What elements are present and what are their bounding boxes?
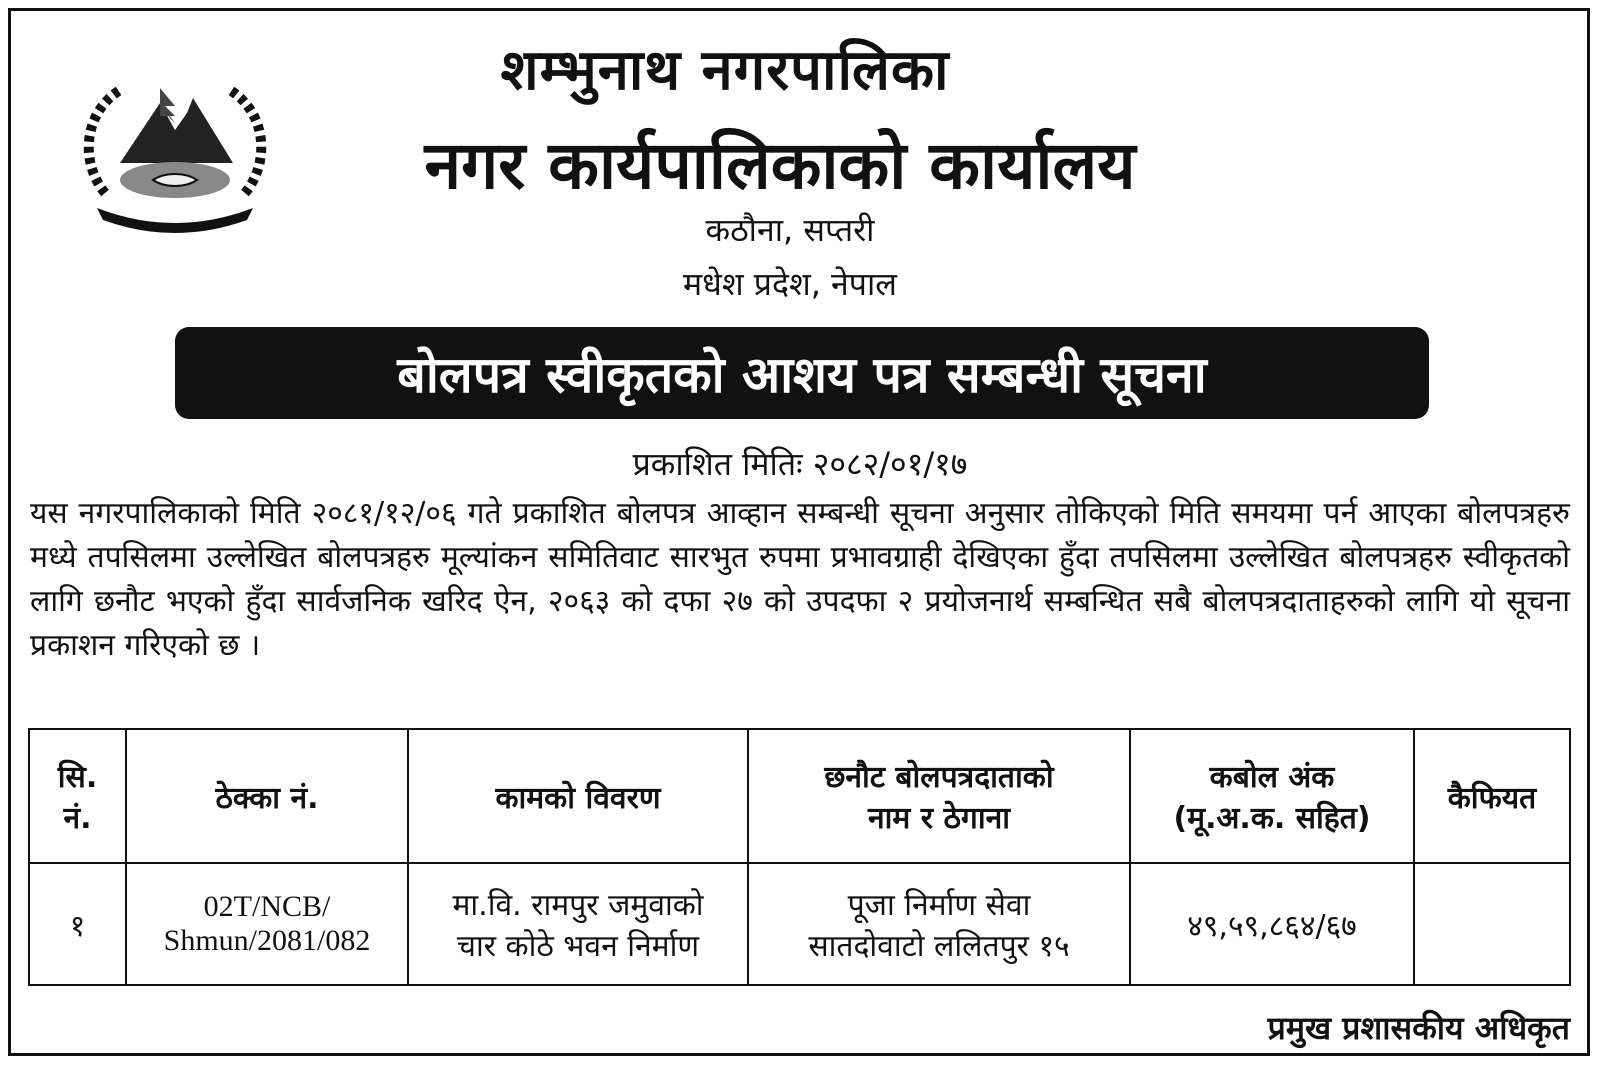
work-desc-line-2: चार कोठे भवन निर्माण — [456, 929, 700, 964]
header-amount-line-2: (मू.अ.क. सहित) — [1173, 801, 1371, 836]
header-bidder-line-2: नाम र ठेगाना — [867, 801, 1011, 836]
cell-contract-no — [126, 863, 408, 985]
signature-title: प्रमुख प्रशासकीय अधिकृत — [1267, 1009, 1570, 1047]
notice-title-banner — [175, 327, 1429, 419]
header-amount — [1130, 729, 1414, 863]
address-line-2: मधेश प्रदेश, नेपाल — [683, 265, 897, 303]
header-bidder — [748, 729, 1130, 863]
cell-sn: १ — [29, 863, 126, 985]
cell-bidder — [748, 863, 1130, 985]
header-sn — [29, 729, 126, 863]
header-amount-line-1: कबोल अंक — [1209, 760, 1335, 795]
office-name: नगर कार्यपालिकाको कार्यालय — [424, 127, 1136, 204]
header-bidder-line-1: छनौट बोलपत्रदाताको — [824, 760, 1054, 795]
org-name: शम्भुनाथ नगरपालिका — [500, 38, 950, 103]
notice-body: यस नगरपालिकाको मिति २०८१/१२/०६ गते प्रकाशित बोलपत्र आव्हान सम्बन्धी सूचना अनुसार तोकिएको मिति समयमा पर्न आएका बोलपत्रहरु मध्ये तपसिलमा उल्लेखित बोलपत्रहरु मूल्यांकन समितिवाट सारभुत रुपमा प्रभावग्राही देखिएका हुँदा तपसिलमा उल्लेखित बोलपत्रहरु स्वीकृतको लागि छनौट भएको हुँदा सार्वजनिक खरिद ऐन, २०६३ को दफा २७ को उपदफा २ प्रयोजनार्थ सम्बन्धित सबै बोलपत्रदाताहरुको लागि यो सूचना प्रकाशन गरिएको छ । — [30, 496, 1570, 663]
header-sn-line-1: सि. — [57, 760, 98, 795]
address-line-1: कठौना, सप्तरी — [705, 211, 875, 249]
bidder-line-1: पूजा निर्माण सेवा — [847, 888, 1031, 923]
contract-no-line-1: 02T/NCB/ — [203, 890, 331, 923]
cell-work-desc — [408, 863, 748, 985]
header-remarks: कैफियत — [1414, 729, 1570, 863]
bidder-line-2: सातदोवाटो ललितपुर १५ — [808, 929, 1070, 964]
published-date: प्रकाशित मितिः २०८२/०१/१७ — [632, 445, 968, 483]
header-contract-no: ठेक्का नं. — [126, 729, 408, 863]
contract-no-line-2: Shmun/2081/082 — [163, 924, 371, 957]
table-row — [29, 863, 1570, 985]
bid-table — [28, 728, 1571, 986]
cell-amount: ४९,५९,८६४/६७ — [1130, 863, 1414, 985]
table-header-row — [29, 729, 1570, 863]
header-work-desc: कामको विवरण — [408, 729, 748, 863]
nepal-emblem-icon — [75, 68, 275, 233]
cell-remarks — [1414, 863, 1570, 985]
notice-title: बोलपत्र स्वीकृतको आशय पत्र सम्बन्धी सूचना — [397, 346, 1207, 404]
header-sn-line-2: नं. — [63, 801, 92, 836]
work-desc-line-1: मा.वि. रामपुर जमुवाको — [452, 888, 704, 923]
